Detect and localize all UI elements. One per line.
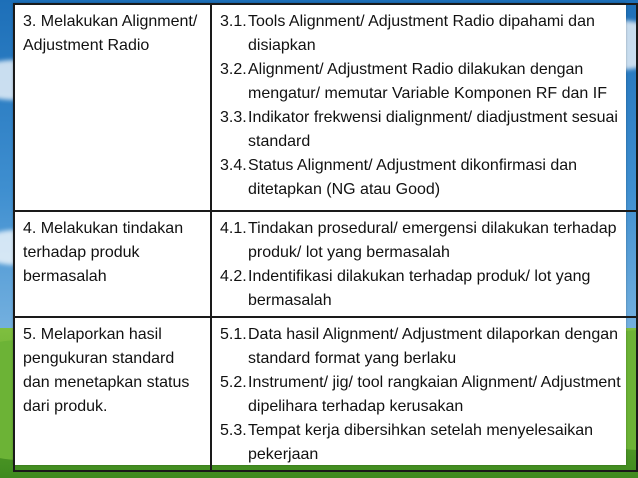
criteria-cell — [211, 317, 637, 471]
criteria-item — [220, 323, 630, 371]
criteria-text: Tempat kerja dibersihkan setelah menyelesaikan pekerjaan — [248, 422, 594, 463]
criteria-number: 4.1. — [220, 220, 247, 237]
criteria-item — [220, 265, 630, 313]
criteria-text: Tindakan prosedural/ emergensi dilakukan terhadap produk/ lot yang bermasalah — [248, 220, 617, 261]
criteria-cell — [211, 4, 637, 211]
criteria-number: 4.2. — [220, 268, 247, 285]
criteria-item — [220, 58, 630, 106]
table-row — [14, 211, 637, 317]
criteria-number: 3.2. — [220, 61, 247, 78]
criteria-item — [220, 217, 630, 265]
criteria-item — [220, 419, 630, 467]
criteria-cell — [211, 211, 637, 317]
element-cell — [14, 211, 211, 317]
criteria-item — [220, 106, 630, 154]
competency-table — [13, 3, 638, 472]
criteria-text: Alignment/ Adjustment Radio dilakukan dengan mengatur/ memutar Variable Komponen RF dan IF — [248, 61, 607, 102]
criteria-number: 5.2. — [220, 374, 247, 391]
slide-content — [13, 3, 626, 465]
criteria-text: Instrument/ jig/ tool rangkaian Alignment/ Adjustment dipelihara terhadap kerusakan — [248, 374, 621, 415]
criteria-item — [220, 154, 630, 202]
element-text: 4. Melakukan tindakan terhadap produk bermasalah — [23, 220, 184, 285]
criteria-item — [220, 10, 630, 58]
criteria-text: Status Alignment/ Adjustment dikonfirmasi dan ditetapkan (NG atau Good) — [248, 157, 578, 198]
criteria-text: Data hasil Alignment/ Adjustment dilaporkan dengan standard format yang berlaku — [248, 326, 619, 367]
criteria-number: 3.1. — [220, 13, 247, 30]
criteria-item — [220, 371, 630, 419]
criteria-text: Indikator frekwensi dialignment/ diadjustment sesuai standard — [248, 109, 618, 150]
criteria-number: 3.3. — [220, 109, 247, 126]
element-text: 5. Melaporkan hasil pengukuran standard dan menetapkan status dari produk. — [23, 326, 190, 415]
table-row — [14, 317, 637, 471]
element-cell — [14, 317, 211, 471]
criteria-text: Indentifikasi dilakukan terhadap produk/ lot yang bermasalah — [248, 268, 591, 309]
criteria-number: 5.1. — [220, 326, 247, 343]
criteria-number: 5.3. — [220, 422, 247, 439]
element-text: 3. Melakukan Alignment/ Adjustment Radio — [23, 13, 198, 54]
element-cell — [14, 4, 211, 211]
criteria-text: Tools Alignment/ Adjustment Radio dipahami dan disiapkan — [248, 13, 595, 54]
criteria-number: 3.4. — [220, 157, 247, 174]
table-row — [14, 4, 637, 211]
